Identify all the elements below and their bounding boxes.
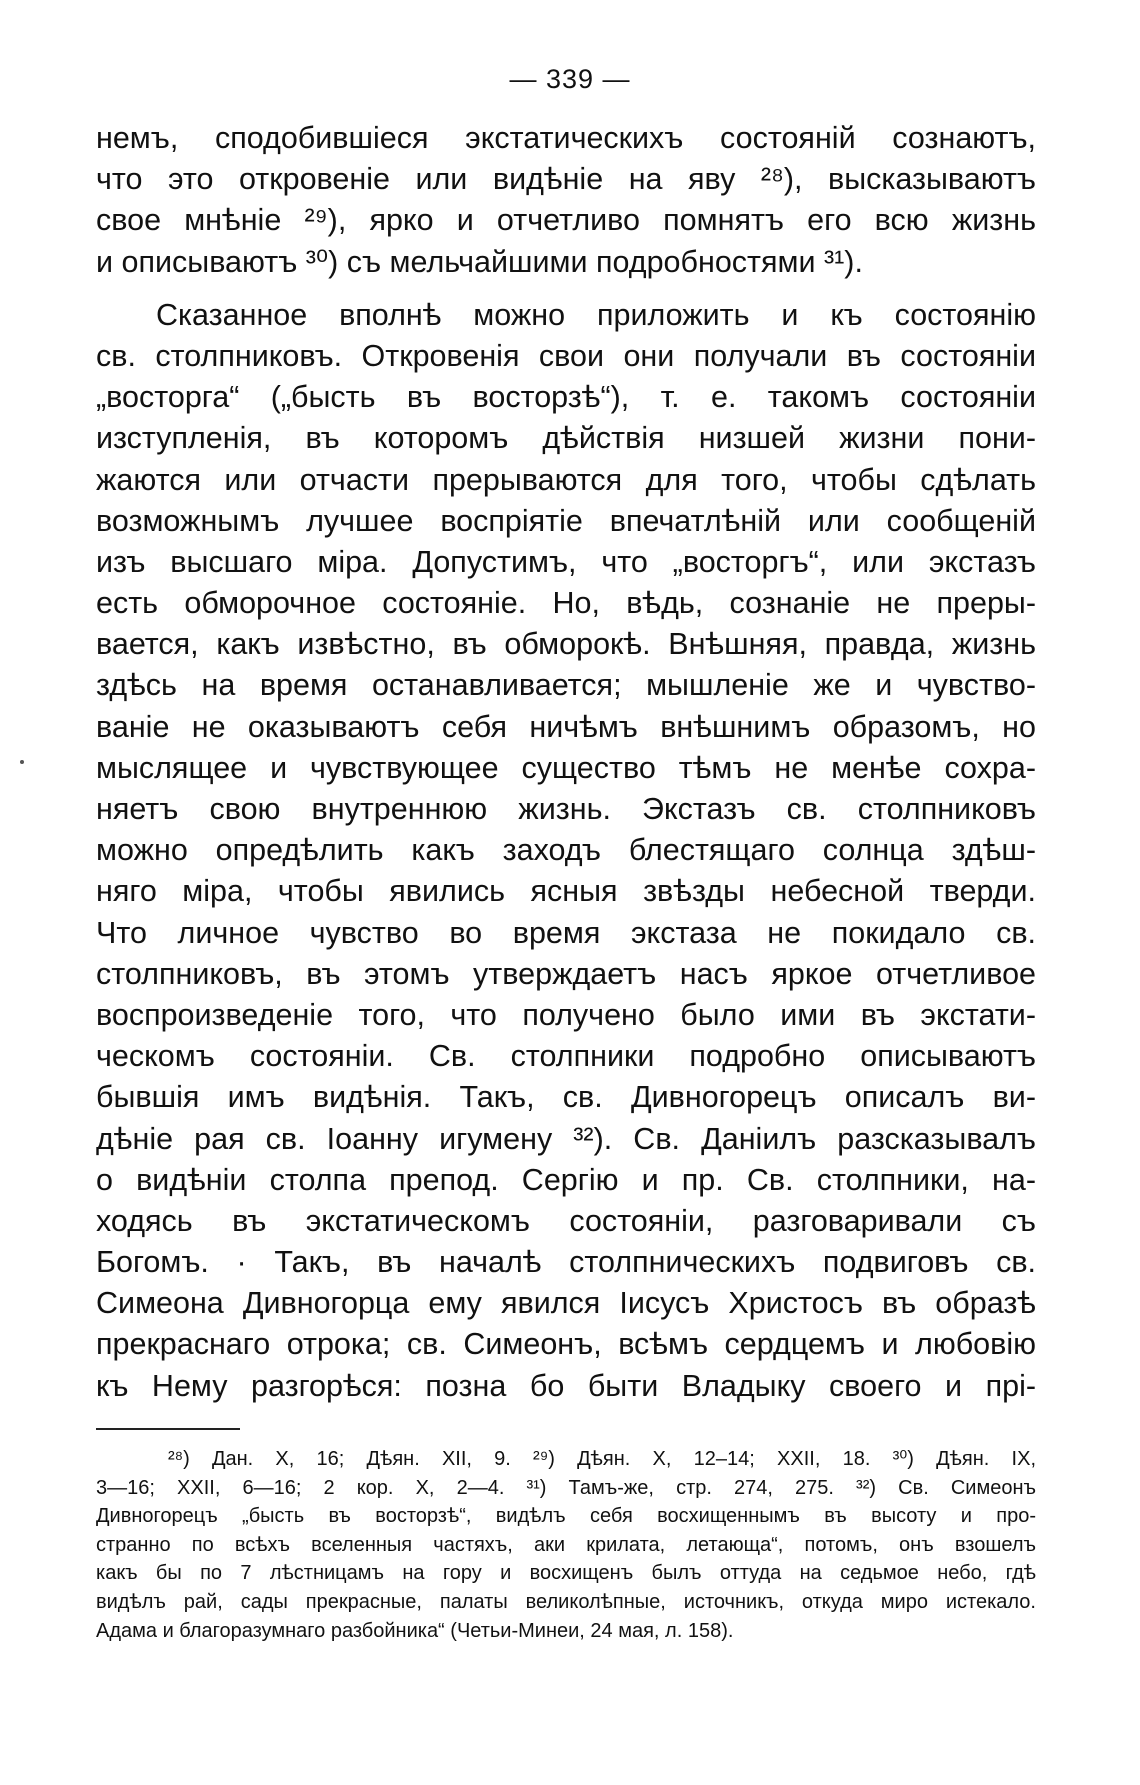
main-text xyxy=(96,118,1036,1407)
footnote-line: ²⁸) Дан. X, 16; Дѣян. XII, 9. ²⁹) Дѣян. X, 12–14; XXII, 18. ³⁰) Дѣян. IX, xyxy=(168,1448,1036,1470)
footnote-line: странно по всѣхъ вселенныя частяхъ, аки крилата, летающа“, потомъ, онъ взошелъ xyxy=(96,1533,1036,1556)
footnote-line: Дивногорецъ „бысть въ восторзѣ“, видѣлъ себя восхищеннымъ въ высоту и про- xyxy=(96,1505,1036,1528)
text-line: возможнымъ лучшее воспріятіе впечатлѣній или сообщеній xyxy=(96,503,1036,538)
text-line: можно опредѣлить какъ заходъ блестящаго солнца здѣш- xyxy=(96,833,1036,868)
text-line: изъ высшаго міра. Допустимъ, что „восторгъ“, или экстазъ xyxy=(96,544,1036,579)
text-line: свое мнѣніе ²⁹), ярко и отчетливо помнятъ его всю жизнь xyxy=(96,203,1036,238)
text-line: и описываютъ ³⁰) съ мельчайшими подробностями ³¹). xyxy=(96,244,863,279)
text-line: здѣсь на время останавливается; мышленіе же и чувство- xyxy=(96,668,1036,703)
text-line: немъ, сподобившіеся экстатическихъ состояній сознаютъ, xyxy=(96,121,1036,155)
footnote-line: какъ бы по 7 лѣстницамъ на гору и восхищенъ былъ оттуда на седьмое небо, гдѣ xyxy=(96,1562,1036,1585)
text-line: дѣніе рая св. Іоанну игумену ³²). Св. Даніилъ разсказывалъ xyxy=(96,1121,1036,1156)
text-line: о видѣніи столпа препод. Сергію и пр. Св. столпники, на- xyxy=(96,1162,1036,1197)
text-line: мыслящее и чувствующее существо тѣмъ не менѣе сохра- xyxy=(96,750,1036,785)
stray-dot xyxy=(20,760,24,764)
text-line: Что личное чувство во время экстаза не покидало св. xyxy=(96,915,1036,950)
text-line: воспроизведеніе того, что получено было ими въ экстати- xyxy=(96,997,1036,1032)
text-line: Симеона Дивногорца ему явился Іисусъ Христосъ въ образѣ xyxy=(96,1286,1036,1321)
footnote-line: Адама и благоразумнаго разбойника“ (Четьи-Минеи, 24 мая, л. 158). xyxy=(96,1619,734,1642)
page-number: — 339 — xyxy=(509,64,631,94)
text-line: есть обморочное состояніе. Но, вѣдь, сознаніе не преры- xyxy=(96,586,1036,621)
text-line: св. столпниковъ. Откровенія свои они получали въ состояніи xyxy=(96,338,1036,373)
paragraph-2 xyxy=(96,295,1036,1407)
text-line: столпниковъ, въ этомъ утверждаетъ насъ яркое отчетливое xyxy=(96,956,1036,991)
text-line: жаются или отчасти прерываются для того, чтобы сдѣлать xyxy=(96,462,1036,497)
text-line: ходясь въ экстатическомъ состояніи, разговаривали съ xyxy=(96,1203,1036,1238)
text-line: „восторга“ („бысть въ восторзѣ“), т. е. такомъ состояніи xyxy=(96,380,1036,415)
paragraph-1 xyxy=(96,118,1036,283)
text-line: няго міра, чтобы явились ясныя звѣзды небесной тверди. xyxy=(96,874,1036,909)
text-line: прекраснаго отрока; св. Симеонъ, всѣмъ сердцемъ и любовію xyxy=(96,1327,1036,1362)
footnote-rule xyxy=(96,1428,240,1430)
text-line: изступленія, въ которомъ дѣйствія низшей жизни пони- xyxy=(96,421,1036,456)
footnotes xyxy=(96,1445,1036,1645)
text-line: вается, какъ извѣстно, въ обморокѣ. Внѣшняя, правда, жизнь xyxy=(96,627,1036,662)
text-line: бывшія имъ видѣнія. Такъ, св. Дивногорецъ описалъ ви- xyxy=(96,1080,1036,1115)
text-line: няетъ свою внутреннюю жизнь. Экстазъ св. столпниковъ xyxy=(96,792,1036,826)
text-line: Богомъ. · Такъ, въ началѣ столпническихъ подвиговъ св. xyxy=(96,1245,1036,1280)
footnote-line: 3—16; XXII, 6—16; 2 кор. X, 2—4. ³¹) Тамъ-же, стр. 274, 275. ³²) Св. Симеонъ xyxy=(96,1476,1036,1499)
text-line: ческомъ состояніи. Св. столпники подробно описываютъ xyxy=(96,1039,1036,1074)
text-line: ваніе не оказываютъ себя ничѣмъ внѣшнимъ образомъ, но xyxy=(96,709,1036,744)
text-line: что это откровеніе или видѣніе на яву ²⁸), высказываютъ xyxy=(96,162,1036,197)
text-line: Сказанное вполнѣ можно приложить и къ состоянію xyxy=(156,297,1036,332)
footnote-line: видѣлъ рай, сады прекрасные, палаты великолѣпные, источникъ, откуда миро истекало. xyxy=(96,1590,1036,1613)
text-line: къ Нему разгорѣся: позна бо быти Владыку своего и прі- xyxy=(96,1368,1036,1403)
